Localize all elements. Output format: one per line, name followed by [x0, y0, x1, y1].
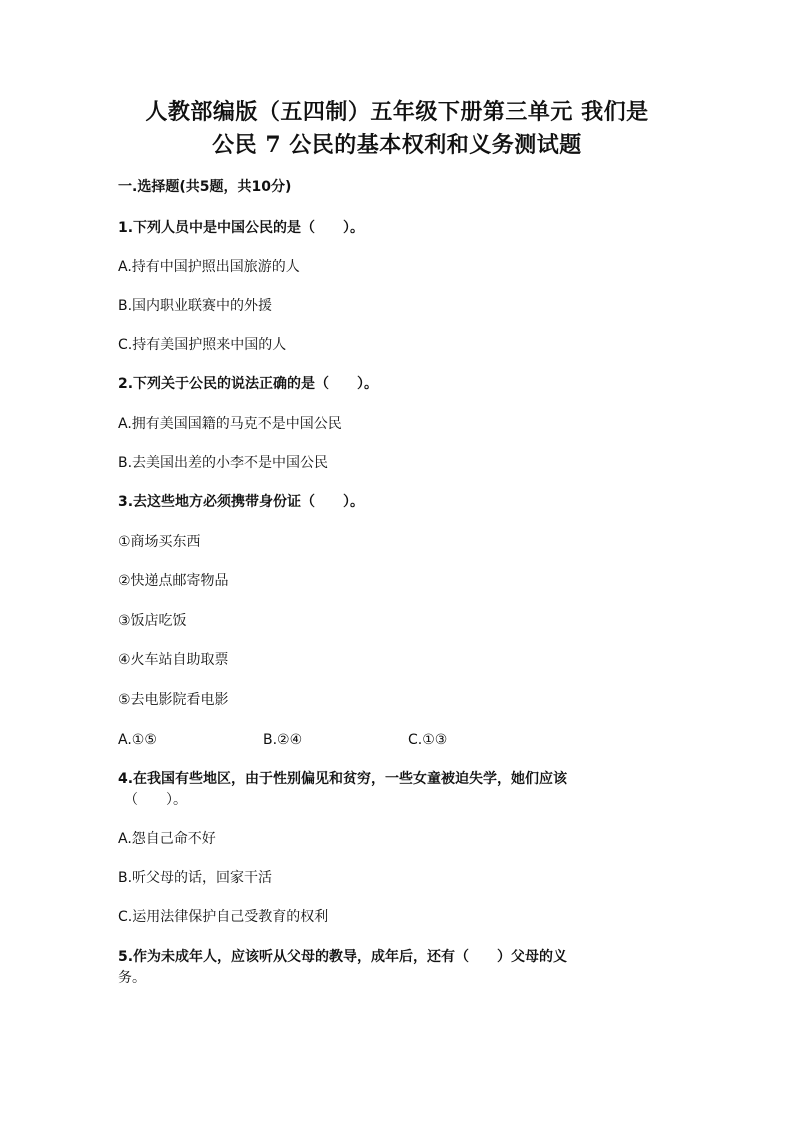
question-4-stem-line-2: （ ）。: [124, 792, 187, 808]
question-4-option-c: C.运用法律保护自己受教育的权利: [118, 909, 329, 925]
question-3-item-4: ④火车站自助取票: [118, 652, 229, 668]
question-2-option-b: B.去美国出差的小李不是中国公民: [118, 455, 329, 471]
page-title-line-2: 公民 7 公民的基本权利和义务测试题: [212, 132, 582, 158]
question-5-stem-line-2: 务。: [118, 970, 146, 986]
question-4-option-a: A.怨自己命不好: [118, 831, 216, 847]
question-1-stem: 1.下列人员中是中国公民的是（ ）。: [118, 220, 365, 236]
question-3-stem: 3.去这些地方必须携带身份证（ ）。: [118, 494, 365, 510]
question-3-option-a: A.①⑤: [118, 732, 157, 748]
question-3-option-c: C.①③: [408, 732, 448, 748]
question-3-options: [118, 730, 518, 750]
question-1-option-a: A.持有中国护照出国旅游的人: [118, 259, 300, 275]
question-3-option-b: B.②④: [263, 732, 303, 748]
question-3-item-2: ②快递点邮寄物品: [118, 573, 229, 589]
question-1-option-c: C.持有美国护照来中国的人: [118, 337, 287, 353]
question-2-option-a: A.拥有美国国籍的马克不是中国公民: [118, 416, 342, 432]
section-heading: 一.选择题(共5题，共10分): [118, 179, 292, 195]
question-1-option-b: B.国内职业联赛中的外援: [118, 298, 273, 314]
question-3-item-1: ①商场买东西: [118, 534, 201, 550]
question-4-option-b: B.听父母的话，回家干活: [118, 870, 273, 886]
question-3-item-5: ⑤去电影院看电影: [118, 692, 229, 708]
question-2-stem: 2.下列关于公民的说法正确的是（ ）。: [118, 376, 379, 392]
question-5-stem-line-1: 5.作为未成年人，应该听从父母的教导，成年后，还有（ ）父母的义: [118, 949, 568, 965]
question-4-stem-line-1: 4.在我国有些地区，由于性别偏见和贫穷，一些女童被迫失学，她们应该: [118, 771, 568, 787]
page-title-line-1: 人教部编版（五四制）五年级下册第三单元 我们是: [145, 99, 649, 125]
question-3-item-3: ③饭店吃饭: [118, 613, 187, 629]
